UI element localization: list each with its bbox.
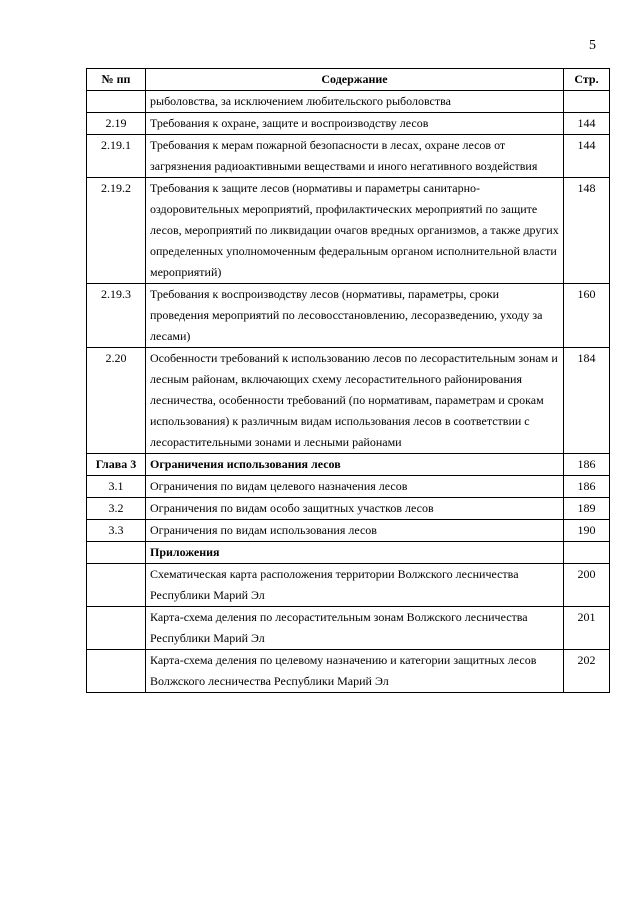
row-number: Глава 3 [87,454,146,476]
table-row [87,348,610,454]
row-content: Требования к воспроизводству лесов (нормативы, параметры, сроки проведения мероприятий по лесовосстановлению, лесоразведению, уходу за лесами) [146,284,564,348]
row-page: 190 [564,520,610,542]
row-number [87,650,146,693]
row-page: 186 [564,476,610,498]
row-number [87,542,146,564]
table-row [87,520,610,542]
table-row [87,564,610,607]
toc-body [87,91,610,693]
table-row [87,454,610,476]
row-content: Приложения [146,542,564,564]
page-number: 5 [589,38,596,53]
row-number: 2.20 [87,348,146,454]
header-content: Содержание [146,69,564,91]
row-page: 144 [564,113,610,135]
header-num: № пп [87,69,146,91]
toc-header-row [87,69,610,91]
table-row [87,498,610,520]
row-number: 3.1 [87,476,146,498]
row-number: 2.19.1 [87,135,146,178]
table-row [87,113,610,135]
row-number: 3.2 [87,498,146,520]
row-content: Требования к мерам пожарной безопасности в лесах, охране лесов от загрязнения радиоактивными веществами и иного негативного воздействия [146,135,564,178]
table-row [87,284,610,348]
row-content: Ограничения использования лесов [146,454,564,476]
table-row [87,178,610,284]
row-content: Ограничения по видам особо защитных участков лесов [146,498,564,520]
table-row [87,542,610,564]
table-row [87,476,610,498]
row-content: Требования к охране, защите и воспроизводству лесов [146,113,564,135]
table-row [87,650,610,693]
row-page: 160 [564,284,610,348]
row-page: 201 [564,607,610,650]
row-page: 186 [564,454,610,476]
row-number: 2.19 [87,113,146,135]
row-page: 202 [564,650,610,693]
row-content: Карта-схема деления по целевому назначению и категории защитных лесов Волжского лесничества Республики Марий Эл [146,650,564,693]
row-page [564,91,610,113]
row-content: Схематическая карта расположения территории Волжского лесничества Республики Марий Эл [146,564,564,607]
row-content: Особенности требований к использованию лесов по лесорастительным зонам и лесным районам, включающих схему лесорастительного районирования лесничества, особенности требований (по нормативам, параметрам и срокам использования) к различным видам использования лесов в соответствии с лесорастительными зонами и лесными районами [146,348,564,454]
row-page: 189 [564,498,610,520]
table-row [87,135,610,178]
row-number [87,564,146,607]
row-number [87,91,146,113]
row-page: 184 [564,348,610,454]
row-content: Требования к защите лесов (нормативы и параметры санитарно-оздоровительных мероприятий, профилактических мероприятий по защите лесов, мероприятий по ликвидации очагов вредных организмов, а также других определенных уполномоченным федеральным органом исполнительной власти мероприятий) [146,178,564,284]
row-content: Карта-схема деления по лесорастительным зонам Волжского лесничества Республики Марий Эл [146,607,564,650]
header-page: Стр. [564,69,610,91]
table-row [87,607,610,650]
table-of-contents [86,68,610,693]
row-page [564,542,610,564]
row-number: 2.19.3 [87,284,146,348]
row-page: 144 [564,135,610,178]
row-content: рыболовства, за исключением любительского рыболовства [146,91,564,113]
row-content: Ограничения по видам использования лесов [146,520,564,542]
row-content: Ограничения по видам целевого назначения лесов [146,476,564,498]
row-page: 148 [564,178,610,284]
row-number: 3.3 [87,520,146,542]
row-number: 2.19.2 [87,178,146,284]
row-page: 200 [564,564,610,607]
table-row [87,91,610,113]
row-number [87,607,146,650]
